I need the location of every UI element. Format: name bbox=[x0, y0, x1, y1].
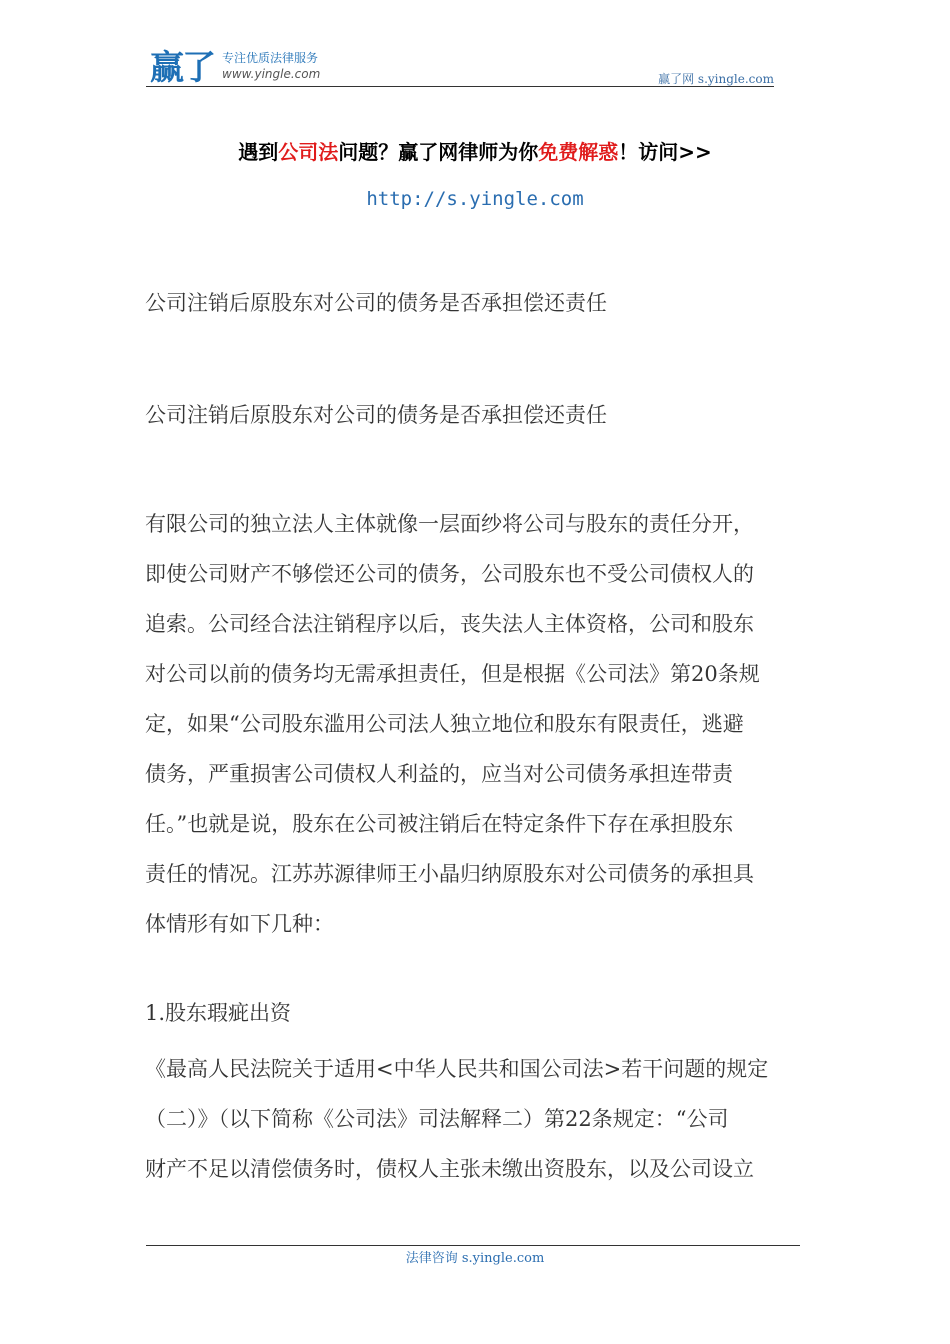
paragraph-line: 任。”也就是说，股东在公司被注销后在特定条件下存在承担股东 bbox=[145, 812, 734, 836]
logo-slogan: 专注优质法律服务 bbox=[222, 51, 319, 65]
section-paragraph bbox=[145, 1044, 805, 1194]
paragraph-line: 责任的情况。江苏苏源律师王小晶归纳原股东对公司债务的承担具 bbox=[145, 862, 754, 886]
paragraph-line: 即使公司财产不够偿还公司的债务，公司股东也不受公司债权人的 bbox=[145, 562, 754, 586]
section-heading: 1.股东瑕疵出资 bbox=[145, 1001, 292, 1025]
site-logo[interactable] bbox=[150, 50, 320, 90]
paragraph-line: 体情形有如下几种： bbox=[145, 912, 334, 936]
article-title: 公司注销后原股东对公司的债务是否承担偿还责任 bbox=[145, 291, 607, 315]
ad-text-free: 免费解惑 bbox=[538, 140, 619, 164]
ad-banner bbox=[0, 136, 950, 165]
ad-text-3: 问题？赢了网律师为你 bbox=[338, 140, 539, 164]
footer-divider bbox=[146, 1245, 800, 1246]
paragraph-line: 定，如果“公司股东滥用公司法人独立地位和股东有限责任，逃避 bbox=[145, 712, 744, 736]
logo-url: www.yingle.com bbox=[222, 67, 321, 81]
footer-link[interactable]: 法律咨询 s.yingle.com bbox=[405, 1251, 545, 1266]
article-subtitle: 公司注销后原股东对公司的债务是否承担偿还责任 bbox=[145, 403, 607, 427]
ad-text-5: ！访问>> bbox=[618, 140, 712, 164]
paragraph-line: （二）》（以下简称《公司法》司法解释二）第22条规定：“公司 bbox=[145, 1107, 729, 1131]
paragraph-line: 债务，严重损害公司债权人利益的，应当对公司债务承担连带责 bbox=[145, 762, 733, 786]
header-divider bbox=[146, 86, 774, 87]
logo-text bbox=[222, 50, 320, 82]
header-site-link[interactable]: 赢了网 s.yingle.com bbox=[658, 72, 774, 86]
logo-mark: 赢了 bbox=[150, 48, 214, 88]
paragraph-line: 财产不足以清偿债务时，债权人主张未缴出资股东，以及公司设立 bbox=[145, 1157, 754, 1181]
ad-url-link[interactable]: http://s.yingle.com bbox=[366, 188, 584, 210]
paragraph-line: 有限公司的独立法人主体就像一层面纱将公司与股东的责任分开， bbox=[145, 512, 754, 536]
ad-text-1: 遇到 bbox=[238, 140, 279, 164]
paragraph-line: 《最高人民法院关于适用<中华人民共和国公司法>若干问题的规定 bbox=[145, 1057, 769, 1081]
article-paragraph bbox=[145, 499, 805, 949]
paragraph-line: 追索。公司经合法注销程序以后，丧失法人主体资格，公司和股东 bbox=[145, 612, 754, 636]
paragraph-line: 对公司以前的债务均无需承担责任，但是根据《公司法》第20条规 bbox=[145, 662, 760, 686]
ad-text-company-law: 公司法 bbox=[278, 140, 339, 164]
